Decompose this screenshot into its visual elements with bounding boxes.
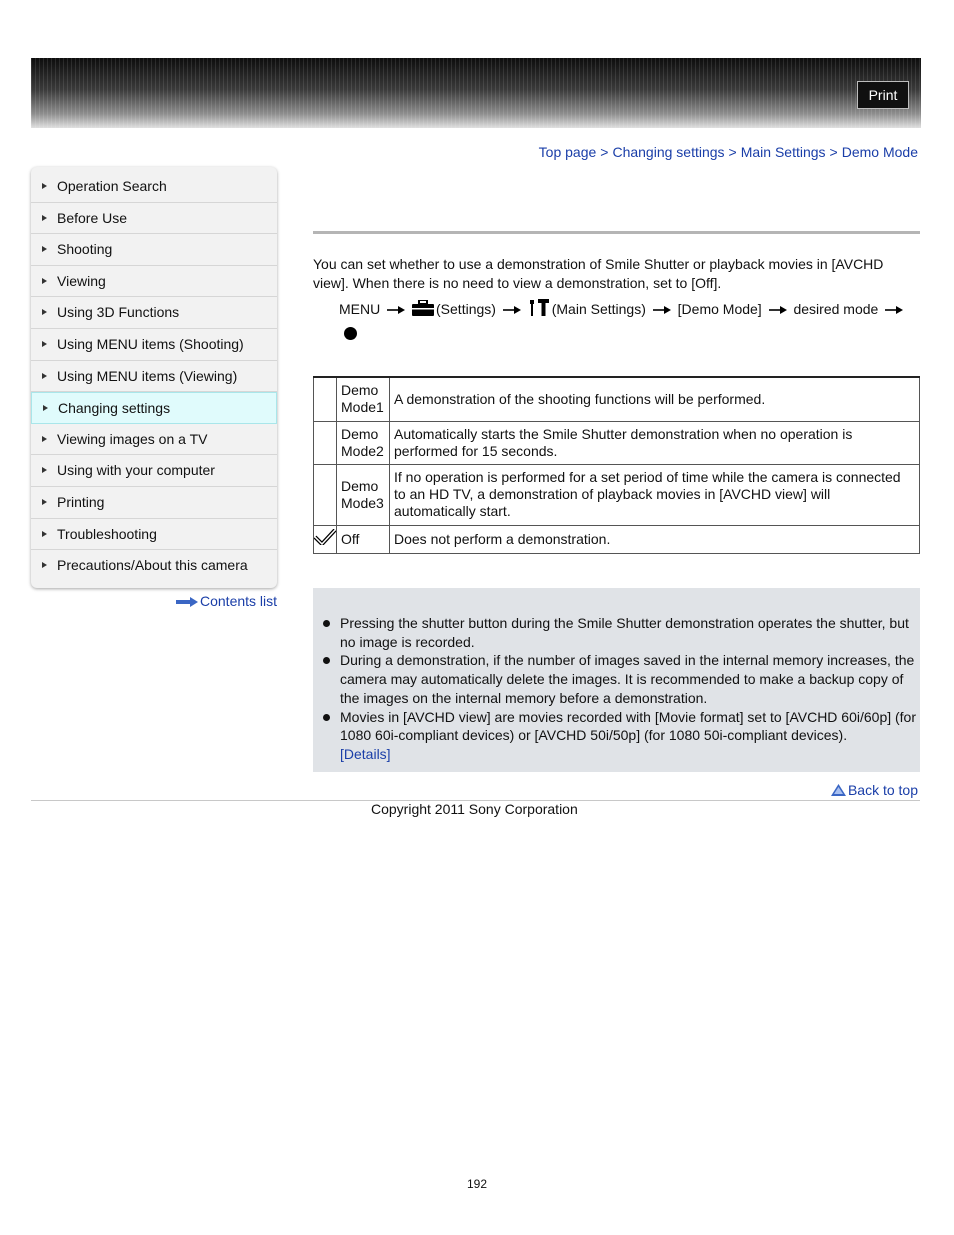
sidebar-item-label: Using MENU items (Shooting): [57, 335, 244, 352]
title-divider: [313, 231, 920, 234]
right-triangle-icon: [43, 405, 48, 411]
checkmark-icon: [314, 529, 336, 545]
default-indicator-cell: [314, 377, 337, 421]
print-button[interactable]: Print: [857, 81, 909, 109]
contents-list-link[interactable]: [176, 593, 277, 609]
breadcrumb-separator: >: [829, 144, 838, 160]
right-triangle-icon: [42, 562, 47, 568]
right-triangle-icon: [42, 215, 47, 221]
main-settings-wrench-icon: [528, 298, 550, 316]
settings-toolbox-icon: [412, 300, 434, 316]
table-row: [314, 377, 920, 421]
right-arrow-icon: [653, 306, 671, 314]
back-to-top-link[interactable]: [831, 782, 918, 798]
menu-path: [339, 298, 919, 320]
right-arrow-icon: [769, 306, 787, 314]
right-triangle-icon: [42, 373, 47, 379]
menu-label: MENU: [339, 301, 381, 317]
sidebar-item-printing[interactable]: [31, 487, 277, 519]
breadcrumb-changing-settings[interactable]: Changing settings: [612, 144, 725, 160]
sidebar-item-label: Viewing images on a TV: [57, 430, 208, 447]
mode-description: Automatically starts the Smile Shutter demonstration when no operation is performed for 15 seconds.: [390, 421, 920, 464]
sidebar-item-label: Using MENU items (Viewing): [57, 367, 238, 384]
details-link[interactable]: [Details]: [340, 745, 391, 762]
notes-list: [321, 614, 916, 764]
sidebar-item-before-use[interactable]: [31, 203, 277, 235]
sidebar-item-label: Changing settings: [58, 400, 171, 417]
sidebar-item-menu-shooting[interactable]: [31, 329, 277, 361]
copyright: Copyright 2011 Sony Corporation: [371, 801, 578, 817]
sidebar-item-label: Precautions/About this camera: [57, 557, 248, 574]
mode-description: Does not perform a demonstration.: [390, 525, 920, 553]
intro-text: You can set whether to use a demonstration of Smile Shutter or playback movies in [AVCHD view]. When there is no need to view a demonstration, set to [Off].: [313, 256, 884, 291]
mode-name: Demo Mode1: [337, 377, 390, 421]
sidebar-item-label: Troubleshooting: [57, 525, 157, 542]
breadcrumb-separator: >: [600, 144, 609, 160]
note-text: Movies in [AVCHD view] are movies recorded with [Movie format] set to [AVCHD 60i/60p] (for 1080 60i-compliant devices) or [AVCHD 50i/50p] (for 1080 50i-compliant devices).: [340, 708, 917, 744]
sidebar-item-computer[interactable]: [31, 455, 277, 487]
sidebar-item-label: Using 3D Functions: [57, 304, 180, 321]
right-arrow-icon: [503, 306, 521, 314]
contents-arrow-icon: [176, 597, 198, 607]
sidebar-item-label: Shooting: [57, 241, 113, 258]
mode-name: Off: [337, 525, 390, 553]
sidebar-item-menu-viewing[interactable]: [31, 361, 277, 393]
sidebar-item-3d-functions[interactable]: [31, 297, 277, 329]
sidebar-item-changing-settings[interactable]: [31, 392, 277, 424]
sidebar-item-viewing[interactable]: [31, 266, 277, 298]
breadcrumb-separator: >: [728, 144, 737, 160]
breadcrumb-demo-mode[interactable]: Demo Mode: [841, 144, 918, 160]
breadcrumb: [539, 144, 918, 160]
list-item: [321, 708, 916, 764]
default-indicator-cell: [314, 421, 337, 464]
back-to-top-label: Back to top: [847, 782, 918, 798]
right-triangle-icon: [42, 246, 47, 252]
sidebar-item-troubleshooting[interactable]: [31, 519, 277, 551]
list-item: During a demonstration, if the number of images saved in the internal memory increases, the camera may automatically delete the images. It is recommended to make a backup copy of the images on the internal memory before a demonstration.: [321, 651, 916, 707]
table-row: [314, 464, 920, 525]
right-triangle-icon: [42, 499, 47, 505]
right-arrow-icon: [387, 306, 405, 314]
sidebar-item-label: Using with your computer: [57, 462, 215, 479]
right-triangle-icon: [42, 531, 47, 537]
table-row: [314, 421, 920, 464]
demo-mode-label: [Demo Mode]: [677, 301, 762, 317]
breadcrumb-main-settings[interactable]: Main Settings: [740, 144, 826, 160]
sidebar-item-shooting[interactable]: [31, 234, 277, 266]
sidebar-item-label: Printing: [57, 493, 105, 510]
sidebar-item-operation-search[interactable]: [31, 171, 277, 203]
right-triangle-icon: [42, 309, 47, 315]
mode-description: A demonstration of the shooting functions will be performed.: [390, 377, 920, 421]
sidebar-nav: [31, 167, 277, 588]
sidebar-item-label: Operation Search: [57, 178, 167, 194]
right-triangle-icon: [42, 341, 47, 347]
sidebar-item-label: Viewing: [57, 272, 106, 289]
default-indicator-cell: [314, 525, 337, 553]
right-triangle-icon: [42, 467, 47, 473]
settings-label: (Settings): [436, 301, 496, 317]
up-triangle-icon: [831, 784, 846, 796]
right-arrow-icon: [885, 306, 903, 314]
main-settings-label: (Main Settings): [551, 301, 646, 317]
default-indicator-cell: [314, 464, 337, 525]
table-row: [314, 525, 920, 553]
confirm-button-icon: [344, 327, 357, 340]
mode-name: Demo Mode3: [337, 464, 390, 525]
header-banner: [31, 58, 921, 128]
right-triangle-icon: [42, 278, 47, 284]
right-triangle-icon: [42, 436, 47, 442]
mode-table: [313, 376, 920, 554]
desired-mode-label: desired mode: [793, 301, 879, 317]
breadcrumb-top-page[interactable]: Top page: [538, 144, 597, 160]
sidebar-item-precautions[interactable]: [31, 550, 277, 582]
mode-name: Demo Mode2: [337, 421, 390, 464]
page-number: 192: [466, 1177, 488, 1191]
list-item: Pressing the shutter button during the Smile Shutter demonstration operates the shutter, but no image is recorded.: [321, 614, 916, 651]
mode-description: If no operation is performed for a set period of time while the camera is connected to an HD TV, a demonstration of playback movies in [AVCHD view] will automatically start.: [390, 464, 920, 525]
contents-list-label: Contents list: [200, 593, 278, 609]
right-triangle-icon: [42, 183, 47, 189]
notes-box: [313, 588, 920, 772]
sidebar-item-viewing-on-tv[interactable]: [31, 424, 277, 456]
sidebar-item-label: Before Use: [57, 209, 128, 226]
